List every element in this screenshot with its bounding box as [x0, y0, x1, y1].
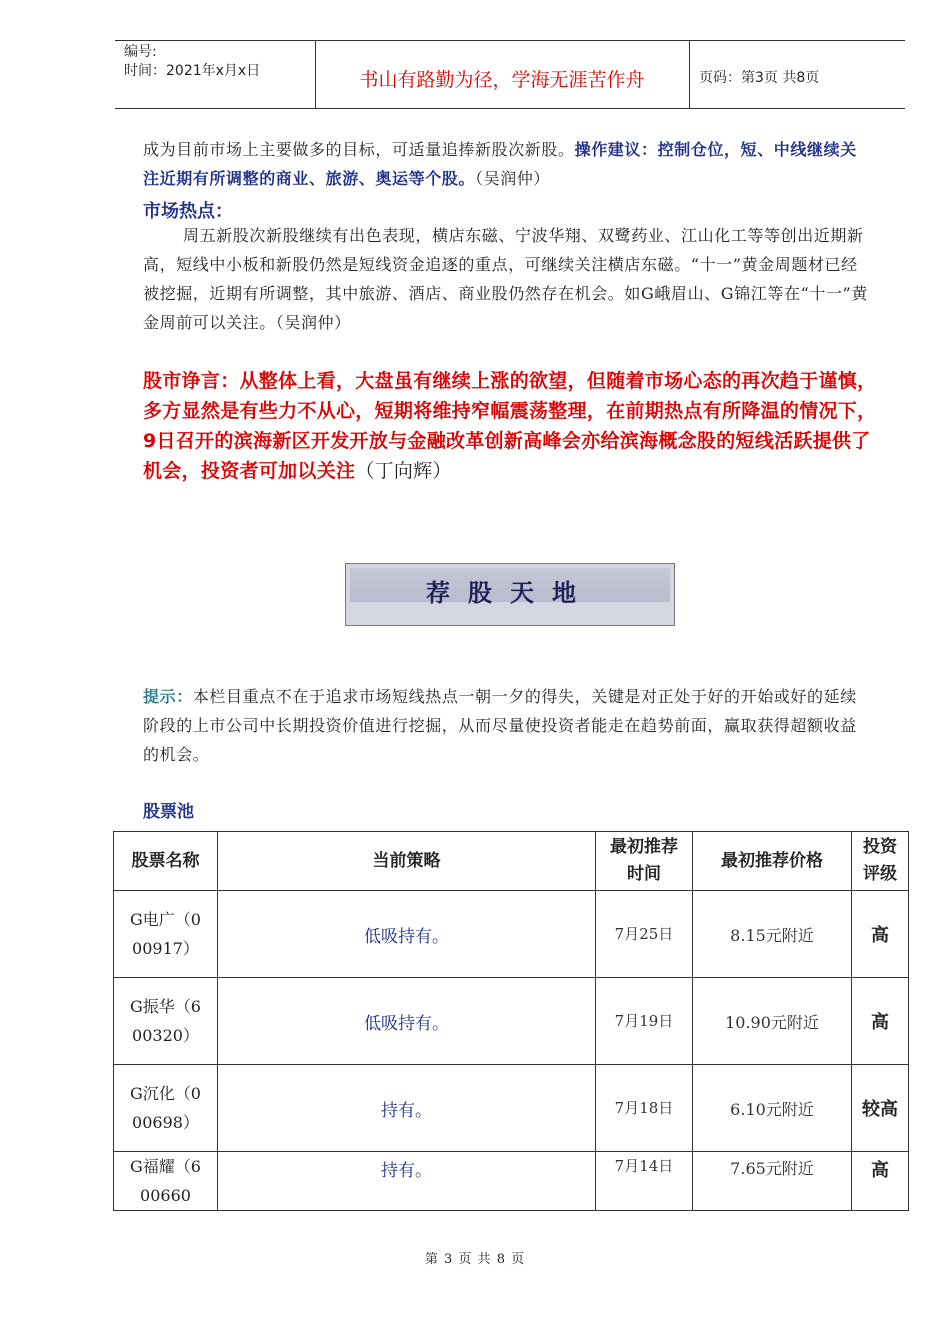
stock-pool-table	[113, 831, 909, 1211]
stock-name: G电广（000917）	[130, 910, 201, 958]
rating-cell: 高	[852, 978, 909, 1065]
stock-name-cell	[114, 978, 218, 1065]
table-row	[114, 978, 909, 1065]
market-comment	[143, 366, 878, 486]
header-rating-text: 投资评级	[863, 837, 897, 884]
banner-title: 荐股天地	[426, 579, 594, 607]
hotspot-body: 周五新股次新股继续有出色表现，横店东磁、宁波华翔、双鹭药业、江山化工等等创出近期新高，短线中小板和新股仍然是短线资金追逐的重点，可继续关注横店东磁。“十一”黄金周题材已经被挖掘，近期有所调整，其中旅游、酒店、商业股仍然存在机会。如G峨眉山、G锦江等在“十一”黄金周前可以关注。（吴润仲）	[143, 226, 868, 332]
tip-paragraph	[143, 682, 873, 769]
page-info: 页码：第3页 共8页	[699, 70, 820, 86]
strategy-cell: 持有。	[218, 1065, 596, 1152]
banner-inner	[350, 568, 670, 607]
header-motto-cell	[315, 41, 690, 108]
intro-author: （吴润仲）	[475, 169, 551, 188]
stock-name: G沉化（000698）	[130, 1084, 201, 1132]
strategy-cell: 持有。	[218, 1152, 596, 1211]
recommend-date: 7月18日	[614, 1098, 674, 1117]
price-cell: 10.90元附近	[693, 978, 852, 1065]
stock-name: G福耀（600660	[130, 1157, 201, 1205]
header-page-cell	[689, 41, 905, 108]
page-header	[115, 40, 905, 109]
strategy-cell: 低吸持有。	[218, 978, 596, 1065]
stock-name-cell	[114, 891, 218, 978]
date-cell	[596, 978, 693, 1065]
price-cell: 8.15元附近	[693, 891, 852, 978]
table-row	[114, 891, 909, 978]
market-comment-author: （丁向辉）	[355, 460, 452, 482]
rating-cell: 较高	[852, 1065, 909, 1152]
stock-name: G振华（600320）	[130, 997, 201, 1045]
section-banner	[345, 563, 675, 626]
price-cell: 7.65元附近	[693, 1152, 852, 1211]
stock-pool-title: 股票池	[143, 802, 194, 822]
number-label: 编号:	[124, 44, 157, 60]
stock-name-cell	[114, 1065, 218, 1152]
page-footer: 第 3 页 共 8 页	[424, 1252, 526, 1267]
stock-name-cell	[114, 1152, 218, 1211]
intro-paragraph	[143, 135, 873, 193]
header-stock-name: 股票名称	[114, 832, 218, 891]
table-row	[114, 1065, 909, 1152]
recommend-date: 7月14日	[614, 1157, 674, 1175]
table-row	[114, 1152, 909, 1211]
table-header-row	[114, 832, 909, 891]
recommend-date: 7月19日	[614, 1011, 674, 1030]
date-cell	[596, 1152, 693, 1211]
date-cell	[596, 891, 693, 978]
header-meta-cell	[115, 41, 316, 108]
header-rating	[852, 832, 909, 891]
date-cell	[596, 1065, 693, 1152]
recommend-date: 7月25日	[614, 924, 674, 943]
operation-advice: 操作建议：控制仓位，短、中线继续关注近期有所调整的商业、旅游、奥运等个股。	[143, 140, 857, 188]
rating-cell: 高	[852, 1152, 909, 1211]
time-label: 时间：2021年x月x日	[124, 63, 261, 79]
strategy-cell: 低吸持有。	[218, 891, 596, 978]
rating-cell: 高	[852, 891, 909, 978]
tip-body: 本栏目重点不在于追求市场短线热点一朝一夕的得失，关键是对正处于好的开始或好的延续阶段的上市公司中长期投资价值进行挖掘，从而尽量使投资者能走在趋势前面，赢取获得超额收益的机会。	[143, 687, 857, 764]
intro-text: 成为目前市场上主要做多的目标，可适量追捧新股次新股。	[143, 140, 575, 159]
price-cell: 6.10元附近	[693, 1065, 852, 1152]
header-recommend-date	[596, 832, 693, 891]
hotspot-title: 市场热点：	[143, 201, 233, 222]
header-recommend-price: 最初推荐价格	[693, 832, 852, 891]
tip-label: 提示：	[143, 687, 193, 706]
market-comment-text: 股市诤言：从整体上看，大盘虽有继续上涨的欲望，但随着市场心态的再次趋于谨慎，多方显然是有些力不从心，短期将维持窄幅震荡整理，在前期热点有所降温的情况下，9日召开的滨海新区开发开放与金融改革创新高峰会亦给滨海概念股的短线活跃提供了机会，投资者可加以关注	[143, 370, 877, 482]
header-recommend-date-text: 最初推荐时间	[610, 837, 678, 884]
motto: 书山有路勤为径，学海无涯苦作舟	[359, 69, 645, 91]
header-strategy: 当前策略	[218, 832, 596, 891]
